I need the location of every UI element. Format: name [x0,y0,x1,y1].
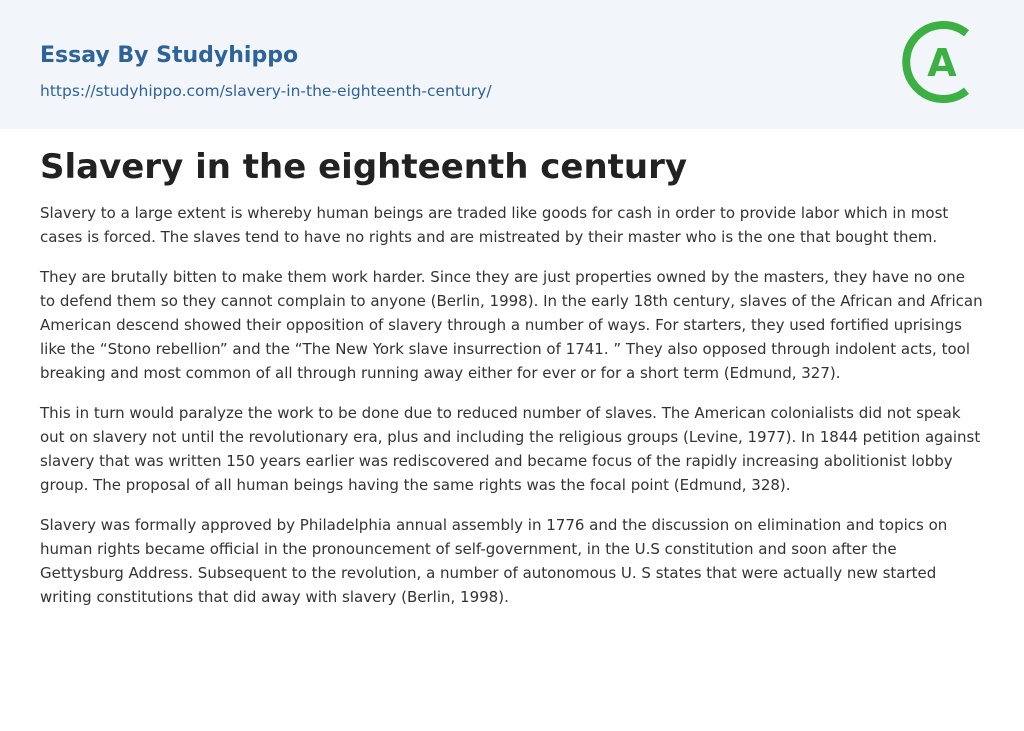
essay-url-link[interactable]: https://studyhippo.com/slavery-in-the-eighteenth-century/ [40,82,492,100]
site-header [0,0,1024,129]
brand-title[interactable]: Essay By Studyhippo [40,43,299,68]
article-paragraph-3: This in turn would paralyze the work to be done due to reduced number of slaves. The American colonialists did not speak out on slavery not until the revolutionary era, plus and including the religious groups (Levine, 1977). In 1844 petition against slavery that was written 150 years earlier was rediscovered and became focus of the rapidly increasing abolitionist lobby group. The proposal of all human beings having the same rights was the focal point (Edmund, 328). [40,404,981,494]
article-paragraph-2: They are brutally bitten to make them work harder. Since they are just properties owned by the masters, they have no one to defend them so they cannot complain to anyone (Berlin, 1998). In the early 18th century, slaves of the African and African American descend showed their opposition of slavery through a number of ways. For starters, they used fortified uprisings like the “Stono rebellion” and the “The New York slave insurrection of 1741. ” They also opposed through indolent acts, tool breaking and most common of all through running away either for ever or for a short term (Edmund, 327). [40,268,983,382]
article-paragraph-4: Slavery was formally approved by Philadelphia annual assembly in 1776 and the discussion on elimination and topics on human rights became official in the pronouncement of self-government, in the U.S constitution and soon after the Gettysburg Address. Subsequent to the revolution, a number of autonomous U. S states that were actually new started writing constitutions that did away with slavery (Berlin, 1998). [40,516,948,606]
article-paragraph-1: Slavery to a large extent is whereby human beings are traded like goods for cash in order to provide labor which in most cases is forced. The slaves tend to have no rights and are mistreated by their master who is the one that bought them. [40,204,949,246]
article [0,129,1024,609]
logo-letter: A [927,41,957,85]
studyhippo-logo-icon[interactable] [900,20,984,104]
article-title: Slavery in the eighteenth century [40,147,688,187]
